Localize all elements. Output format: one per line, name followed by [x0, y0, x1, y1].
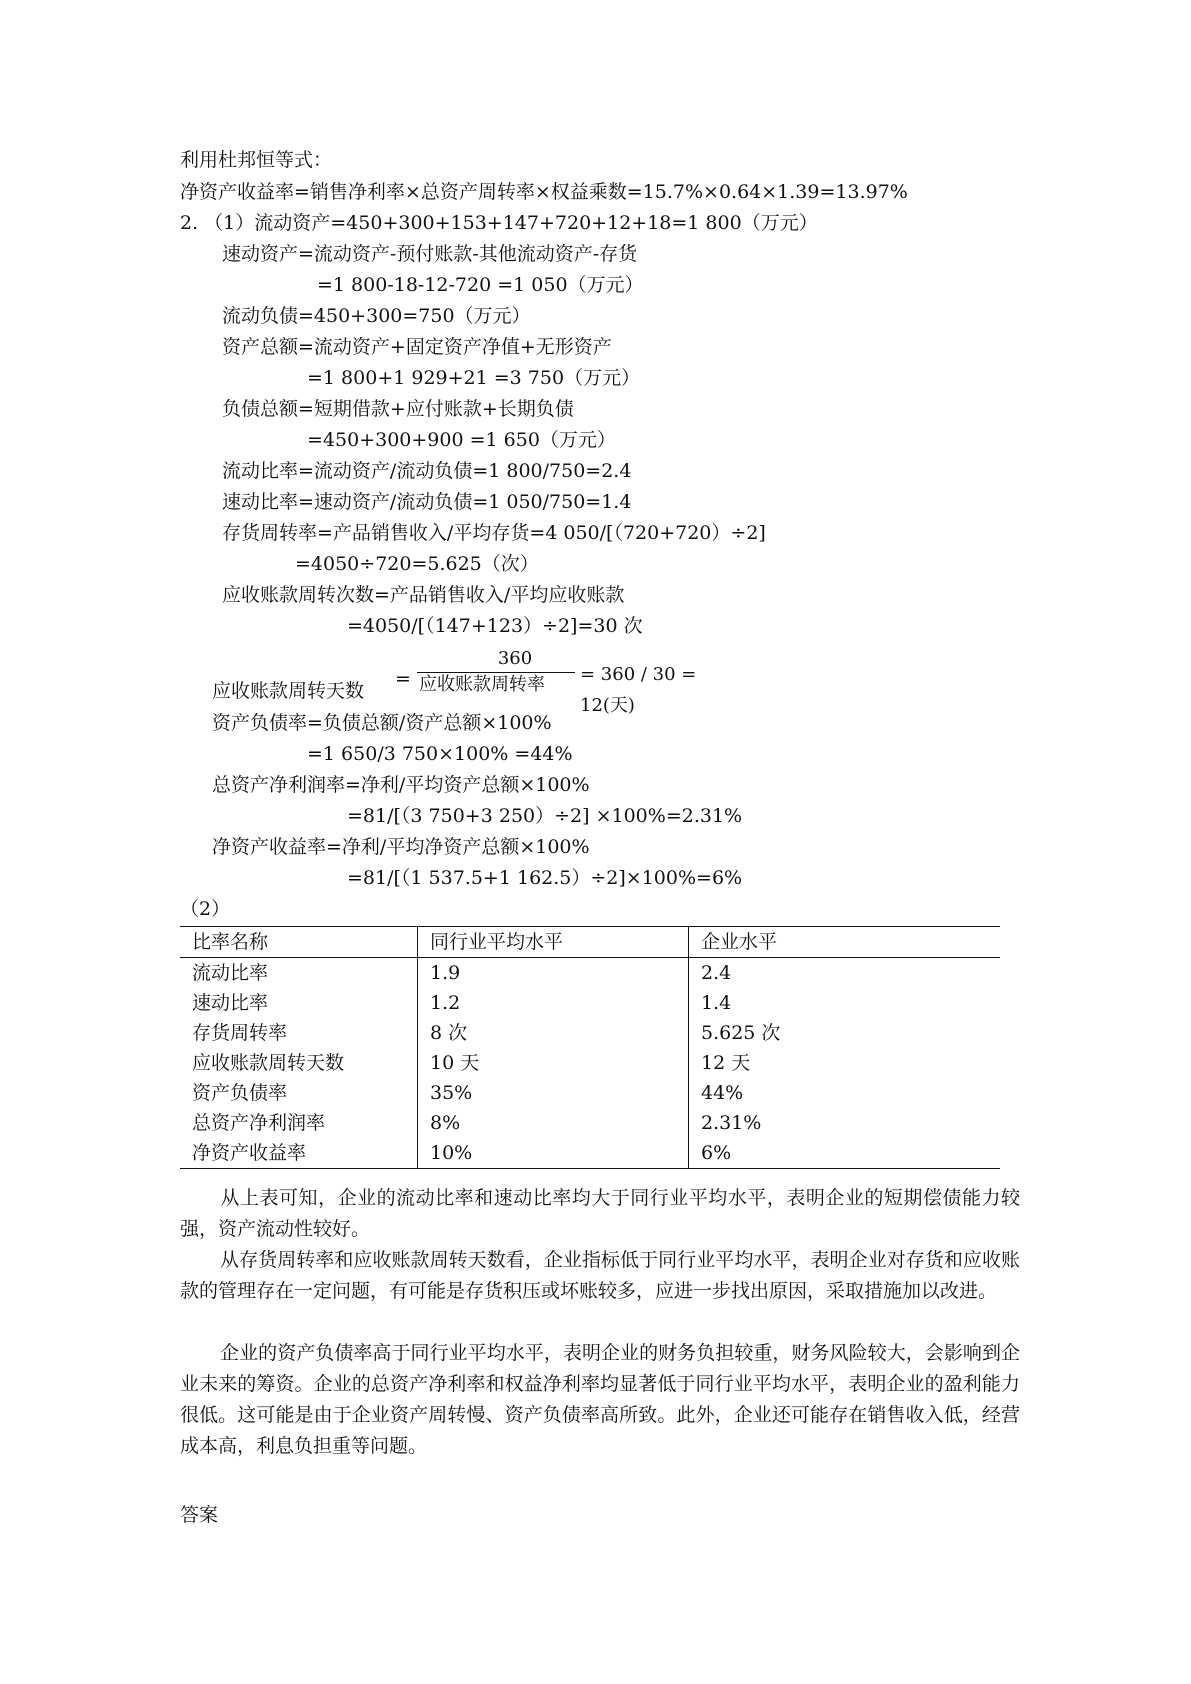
table-row [180, 1138, 1000, 1169]
answer-label: 答案 [180, 1504, 219, 1526]
column-header: 比率名称 [180, 927, 418, 958]
roe-def: 净资产收益率=净利/平均净资产总额×100% [212, 836, 590, 858]
column-header: 同行业平均水平 [418, 927, 689, 958]
ratio-name-cell: 总资产净利润率 [192, 1112, 326, 1134]
analysis-paragraph-liquidity: 从上表可知，企业的流动比率和速动比率均大于同行业平均水平，表明企业的短期偿债能力较强，资产流动性较好。 [180, 1187, 1020, 1240]
formula-equals: = [395, 668, 411, 690]
industry-avg-cell: 35% [418, 1078, 689, 1108]
analysis-paragraph-turnover: 从存货周转率和应收账款周转天数看，企业指标低于同行业平均水平，表明企业对存货和应收账款的管理存在一定问题，有可能是存货积压或坏账较多，应进一步找出原因，采取措施加以改进。 [180, 1249, 1020, 1302]
roa-calc: =81/[（3 750+3 250）÷2] ×100%=2.31% [347, 805, 743, 827]
total-assets-def: 资产总额=流动资产+固定资产净值+无形资产 [222, 336, 612, 358]
inventory-turnover-def: 存货周转率=产品销售收入/平均存货=4 050/[（720+720）÷2] [222, 522, 766, 544]
industry-avg-cell: 1.2 [418, 988, 689, 1018]
quick-ratio-line: 速动比率=速动资产/流动负债=1 050/750=1.4 [222, 491, 632, 513]
company-value-cell: 2.31% [689, 1108, 1001, 1138]
column-header: 企业水平 [689, 927, 1001, 958]
roe-formula: 净资产收益率=销售净利率×总资产周转率×权益乘数=15.7%×0.64×1.39=13.97% [180, 181, 908, 203]
company-value-cell: 44% [689, 1078, 1001, 1108]
ratio-name-cell: 速动比率 [192, 992, 269, 1014]
total-liabilities-calc: =450+300+900 =1 650（万元） [307, 429, 616, 451]
current-liabilities-line: 流动负债=450+300=750（万元） [222, 305, 531, 327]
receivable-turnover-calc: =4050/[（147+123）÷2]=30 次 [347, 615, 643, 637]
current-assets-line: 2. （1）流动资产=450+300+153+147+720+12+18=1 800（万元） [180, 212, 818, 234]
table-row [180, 1078, 1000, 1108]
table-header-row [180, 927, 1000, 958]
ratio-name-cell: 资产负债率 [192, 1082, 288, 1104]
company-value-cell: 12 天 [689, 1048, 1001, 1078]
total-liabilities-def: 负债总额=短期借款+应付账款+长期负债 [222, 398, 574, 420]
formula-numerator: 360 [497, 648, 533, 669]
industry-avg-cell: 8 次 [418, 1018, 689, 1048]
ratio-comparison-table [180, 926, 1000, 1169]
ratio-name-cell: 应收账款周转天数 [192, 1052, 345, 1074]
industry-avg-cell: 10% [418, 1138, 689, 1169]
industry-avg-cell: 1.9 [418, 958, 689, 989]
inventory-turnover-calc: =4050÷720=5.625（次） [295, 553, 539, 575]
industry-avg-cell: 8% [418, 1108, 689, 1138]
company-value-cell: 2.4 [689, 958, 1001, 989]
part-2-label: （2） [180, 898, 231, 920]
company-value-cell: 1.4 [689, 988, 1001, 1018]
table-row [180, 1048, 1000, 1078]
table-row [180, 1018, 1000, 1048]
ratio-name-cell: 流动比率 [192, 962, 269, 984]
quick-assets-def: 速动资产=流动资产-预付账款-其他流动资产-存货 [222, 243, 638, 265]
roe-calc: =81/[（1 537.5+1 162.5）÷2]×100%=6% [347, 867, 743, 889]
quick-assets-calc: =1 800-18-12-720 =1 050（万元） [317, 274, 644, 296]
total-assets-calc: =1 800+1 929+21 =3 750（万元） [307, 367, 641, 389]
receivable-days-label: 应收账款周转天数 [212, 680, 365, 702]
ratio-name-cell: 存货周转率 [192, 1022, 288, 1044]
formula-denominator: 应收账款周转率 [419, 674, 545, 695]
table-row [180, 1108, 1000, 1138]
receivable-days-formula [395, 647, 725, 716]
table-row [180, 988, 1000, 1018]
current-ratio-line: 流动比率=流动资产/流动负债=1 800/750=2.4 [222, 460, 632, 482]
table-row [180, 958, 1000, 989]
debt-ratio-calc: =1 650/3 750×100% =44% [307, 743, 573, 765]
roa-def: 总资产净利润率=净利/平均资产总额×100% [212, 774, 590, 796]
dupont-intro: 利用杜邦恒等式： [180, 149, 333, 171]
ratio-name-cell: 净资产收益率 [180, 1138, 418, 1169]
company-value-cell: 6% [689, 1138, 1001, 1169]
company-value-cell: 5.625 次 [689, 1018, 1001, 1048]
formula-result: = 360 / 30 = 12(天) [580, 664, 697, 716]
receivable-turnover-def: 应收账款周转次数=产品销售收入/平均应收账款 [222, 584, 625, 606]
industry-avg-cell: 10 天 [418, 1048, 689, 1078]
analysis-paragraph-leverage: 企业的资产负债率高于同行业平均水平，表明企业的财务负担较重，财务风险较大，会影响到企业未来的筹资。企业的总资产净利率和权益净利率均显著低于同行业平均水平，表明企业的盈利能力很低。这可能是由于企业资产周转慢、资产负债率高所致。此外，企业还可能存在销售收入低，经营成本高，利息负担重等问题。 [180, 1342, 1020, 1457]
debt-ratio-def: 资产负债率=负债总额/资产总额×100% [212, 712, 552, 734]
